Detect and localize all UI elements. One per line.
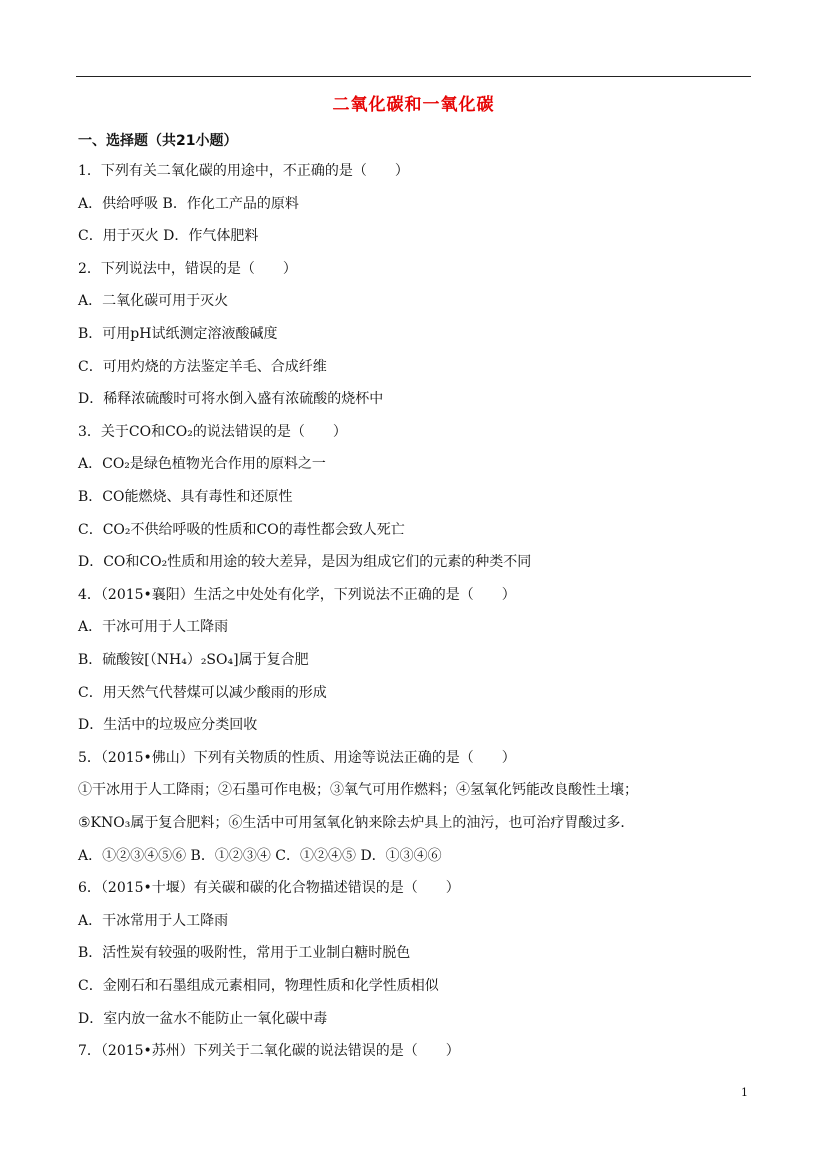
question-line: A．干冰常用于人工降雨 (78, 912, 229, 929)
question-line: B．CO能燃烧、具有毒性和还原性 (78, 489, 293, 505)
question-line: A．①②③④⑤⑥ B．①②③④ C．①②④⑤ D．①③④⑥ (78, 847, 442, 864)
section-heading: 一、选择题（共21小题） (78, 133, 238, 149)
question-line: 2．下列说法中，错误的是（ ） (78, 260, 297, 277)
question-line: ①干冰用于人工降雨；②石墨可作电极；③氧气可用作燃料；④氢氧化钙能改良酸性土壤； (78, 782, 638, 799)
question-line: D．室内放一盆水不能防止一氧化碳中毒 (78, 1010, 328, 1027)
question-line: 5．（2015•佛山）下列有关物质的性质、用途等说法正确的是（ ） (78, 749, 516, 766)
question-line: C．金刚石和石墨组成元素相同，物理性质和化学性质相似 (78, 978, 439, 994)
question-line: 3．关于CO和CO₂的说法错误的是（ ） (78, 423, 347, 440)
question-line: A．干冰可用于人工降雨 (78, 619, 229, 636)
question-line: B．可用pH试纸测定溶液酸碱度 (78, 326, 278, 342)
question-line: ⑤KNO₃属于复合肥料；⑥生活中可用氢氧化钠来除去炉具上的油污，也可治疗胃酸过多． (78, 815, 635, 831)
question-line: A．CO₂是绿色植物光合作用的原料之一 (78, 456, 326, 473)
question-line: A．供给呼吸 B．作化工产品的原料 (78, 195, 299, 212)
question-line: D．CO和CO₂性质和用途的较大差异，是因为组成它们的元素的种类不同 (78, 554, 532, 571)
question-line: 4．（2015•襄阳）生活之中处处有化学，下列说法不正确的是（ ） (78, 586, 516, 603)
question-line: D．生活中的垃圾应分类回收 (78, 717, 258, 734)
question-line: B．硫酸铵[（NH₄）₂SO₄]属于复合肥 (78, 652, 309, 668)
question-line: 1．下列有关二氧化碳的用途中，不正确的是（ ） (78, 163, 409, 179)
question-line: D．稀释浓硫酸时可将水倒入盛有浓硫酸的烧杯中 (78, 391, 384, 408)
question-line: B．活性炭有较强的吸附性，常用于工业制白糖时脱色 (78, 945, 411, 962)
document-title: 二氧化碳和一氧化碳 (332, 95, 495, 115)
question-line: C．用天然气代替煤可以减少酸雨的形成 (78, 684, 327, 701)
question-line: A．二氧化碳可用于灭火 (78, 293, 229, 310)
question-line: C．可用灼烧的方法鉴定羊毛、合成纤维 (78, 358, 327, 375)
question-line: 7．（2015•苏州）下列关于二氧化碳的说法错误的是（ ） (78, 1043, 460, 1060)
header-rule (76, 76, 751, 77)
question-line: C．CO₂不供给呼吸的性质和CO的毒性都会致人死亡 (78, 521, 405, 538)
question-line: 6．（2015•十堰）有关碳和碳的化合物描述错误的是（ ） (78, 880, 460, 897)
question-line: C．用于灭火 D．作气体肥料 (78, 228, 259, 245)
page-number: 1 (741, 1086, 748, 1099)
